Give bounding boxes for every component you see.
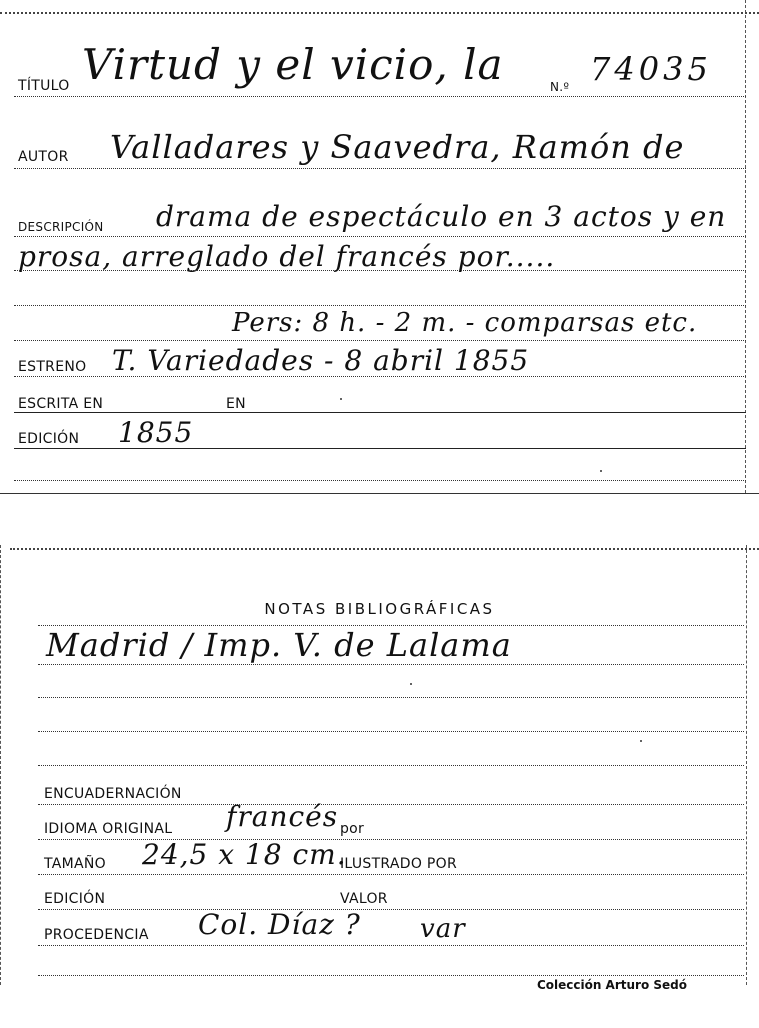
- notas-title: NOTAS BIBLIOGRÁFICAS: [264, 600, 495, 618]
- scan-speck: [340, 398, 342, 400]
- numero-value: 74035: [590, 50, 712, 88]
- descripcion-line1: drama de espectáculo en 3 actos y en: [156, 200, 727, 233]
- encuadernacion-rule: [38, 804, 744, 805]
- titulo-label: TÍTULO: [18, 78, 70, 94]
- notas-rule-4: [38, 731, 744, 732]
- escrita-rule: [14, 412, 746, 413]
- card-top-edge: [0, 12, 759, 16]
- procedencia-rule: [38, 945, 744, 946]
- encuadernacion-label: ENCUADERNACIÓN: [44, 786, 182, 802]
- bottom-rule: [38, 975, 744, 976]
- tamano-rule: [38, 874, 744, 875]
- descripcion-label: DESCRIPCIÓN: [18, 220, 104, 234]
- descripcion-rule-4: [14, 340, 746, 341]
- scan-speck: [600, 470, 602, 472]
- card-separator: [0, 493, 759, 494]
- notas-rule-2: [38, 664, 744, 665]
- estreno-value: T. Variedades - 8 abril 1855: [112, 344, 530, 377]
- notas-rule-5: [38, 765, 744, 766]
- procedencia-value: Col. Díaz ?: [198, 908, 361, 941]
- titulo-rule: [14, 96, 746, 97]
- por-label: por: [340, 821, 365, 837]
- procedencia-extra: var: [420, 914, 466, 944]
- idioma-label: IDIOMA ORIGINAL: [44, 821, 173, 837]
- numero-label: N.º: [550, 80, 570, 94]
- escrita-en-label: ESCRITA EN: [18, 396, 104, 412]
- descripcion-rule-2: [14, 270, 746, 271]
- estreno-rule: [14, 376, 746, 377]
- edicion-rule-2: [14, 480, 746, 481]
- autor-rule: [14, 168, 746, 169]
- tamano-value: 24,5 x 18 cm.: [142, 838, 347, 871]
- edicion-label: EDICIÓN: [18, 431, 80, 447]
- valor-label: VALOR: [340, 891, 388, 907]
- descripcion-line2: prosa, arreglado del francés por.....: [18, 240, 556, 273]
- tamano-label: TAMAÑO: [44, 856, 106, 872]
- edicion-bottom-rule: [38, 909, 744, 910]
- titulo-value: Virtud y el vicio, la: [82, 40, 504, 89]
- scan-speck: [640, 740, 642, 742]
- card-bottom-edge: [10, 548, 759, 552]
- coleccion-label: Colección Arturo Sedó: [536, 978, 687, 992]
- edicion-rule: [14, 448, 746, 449]
- descripcion-rule-3: [14, 305, 746, 306]
- ilustrado-label: ILUSTRADO POR: [340, 856, 457, 872]
- edicion-bottom-label: EDICIÓN: [44, 891, 106, 907]
- edicion-value: 1855: [118, 416, 194, 449]
- en-label: EN: [226, 396, 246, 412]
- descripcion-rule-1: [14, 236, 746, 237]
- descripcion-line3: Pers: 8 h. - 2 m. - comparsas etc.: [232, 308, 698, 338]
- procedencia-label: PROCEDENCIA: [44, 927, 149, 943]
- autor-value: Valladares y Saavedra, Ramón de: [110, 128, 685, 166]
- autor-label: AUTOR: [18, 149, 69, 165]
- scan-speck: [410, 683, 412, 685]
- notas-line1: Madrid / Imp. V. de Lalama: [46, 626, 512, 664]
- estreno-label: ESTRENO: [18, 359, 87, 375]
- idioma-value: francés: [226, 800, 339, 833]
- notas-rule-3: [38, 697, 744, 698]
